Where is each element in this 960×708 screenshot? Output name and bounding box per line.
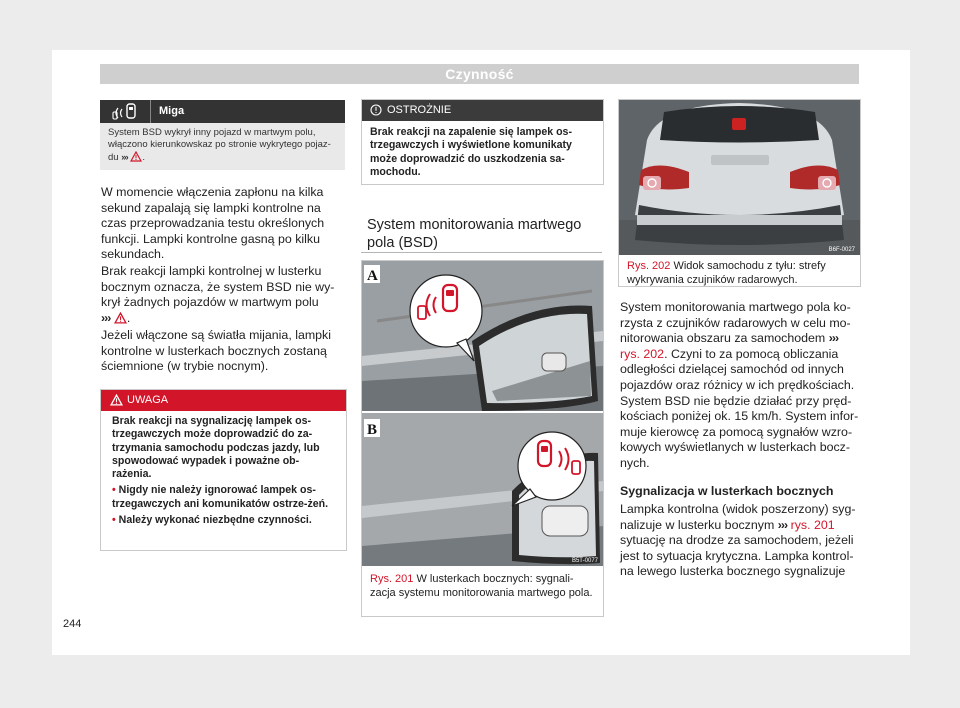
warning-bullet-2 bbox=[112, 514, 338, 527]
indicator-table-row: System BSD wykrył inny pojazd w martwym polu, włączono kierunkowskaz po stronie wykrytego pojaz-du ››› . bbox=[100, 123, 345, 170]
figure-ref: Rys. 202 bbox=[627, 260, 671, 272]
page-number: 244 bbox=[63, 618, 82, 630]
reference-arrows: ››› bbox=[828, 331, 839, 346]
caution-box bbox=[361, 99, 604, 185]
paragraph-test: W momencie włączenia zapłonu na kilka sekund zapalają się lampki kontrolne na czas przeprowadzania testu określonych funkcji. Lampki kontrolne gasną po kilku sekundach. bbox=[101, 185, 325, 262]
caution-text: Brak reakcji na zapalenie się lampek os-trzegawczych i wyświetlone komunikaty może doprowadzić do uszkodzenia sa-mochodu. bbox=[370, 126, 572, 178]
page-header: Czynność bbox=[100, 64, 859, 84]
warning-box bbox=[100, 389, 347, 551]
paragraph-signalling bbox=[620, 502, 860, 580]
figure-link[interactable]: rys. 202 bbox=[620, 346, 665, 361]
bullet-icon: • bbox=[112, 484, 116, 497]
figure-202 bbox=[618, 99, 861, 287]
figure-code: B5T-0077 bbox=[571, 558, 598, 564]
warning-body bbox=[101, 411, 346, 527]
paragraph-text: sytuację na drodze za samochodem, jeżeli jest to sytuacja krytyczna. Lampka kontrol-na lewego lusterka bocznego sygnalizuje bbox=[620, 533, 854, 579]
warning-box-header bbox=[101, 390, 346, 411]
warning-bullet-1 bbox=[112, 484, 338, 511]
caption-text: W lusterkach bocznych: sygnali-zacja systemu monitorowania martwego pola. bbox=[370, 573, 593, 599]
reference-arrows: ››› bbox=[777, 517, 788, 532]
paragraph-no-reaction: Brak reakcji lampki kontrolnej w lusterku bocznym oznacza, że system BSD nie wy-krył żadnych pojazdów w martwym polu ››› . bbox=[101, 264, 349, 328]
section-divider bbox=[361, 252, 602, 253]
panel-a-label: A bbox=[367, 268, 378, 284]
warning-title: UWAGA bbox=[127, 394, 169, 406]
paragraph-text: . Czyni to za pomocą obliczania odległości dzielącej samochód od innych pojazdów oraz różnicy w ich prędkościach. System BSD nie będzie działać przy pręd-kościach poniżej ok. 15 km/h. System infor-muje kierowcę za pomocą sygnałów wzro-kowych wyświetlanych w lusterkach bocz-nych. bbox=[620, 346, 859, 470]
reference-arrows: ››› bbox=[121, 152, 128, 163]
figure-code: B6F-0027 bbox=[828, 247, 855, 253]
caption-text: Widok samochodu z tyłu: strefy wykrywania czujników radarowych. bbox=[627, 260, 826, 286]
info-circle-icon bbox=[370, 104, 382, 116]
warning-triangle-icon bbox=[114, 312, 127, 329]
mirror-illustration bbox=[362, 261, 603, 566]
figure-201 bbox=[361, 260, 604, 617]
table-header-label: Miga bbox=[159, 105, 185, 117]
caution-title: OSTROŻNIE bbox=[387, 104, 452, 116]
reference-arrows: ››› bbox=[101, 310, 111, 325]
paragraph-text: Brak reakcji lampki kontrolnej w lusterku bocznym oznacza, że system BSD nie wy-krył żadnych pojazdów w martwym polu bbox=[101, 264, 335, 310]
bullet-text: Należy wykonać niezbędne czynności. bbox=[118, 514, 312, 527]
section-title: System monitorowania martwego pola (BSD) bbox=[367, 217, 582, 251]
figure-ref: Rys. 201 bbox=[370, 573, 414, 585]
bsd-warning-lamp-icon bbox=[100, 100, 151, 123]
paragraph-bsd-intro bbox=[620, 300, 860, 472]
paragraph-night-mode: Jeżeli włączone są światła mijania, lampki kontrolne w lusterkach bocznych zostaną ściemnione (w trybie nocnym). bbox=[101, 328, 332, 374]
figure-201-caption bbox=[370, 573, 596, 600]
subheading: Sygnalizacja w lusterkach bocznych bbox=[620, 484, 834, 498]
caution-box-header bbox=[362, 100, 603, 121]
figure-link[interactable]: rys. 201 bbox=[790, 517, 835, 532]
indicator-table-header bbox=[100, 100, 345, 123]
table-row-text: System BSD wykrył inny pojazd w martwym polu, włączono kierunkowskaz po stronie wykrytego pojaz-du bbox=[108, 127, 331, 163]
warning-triangle-icon bbox=[110, 394, 123, 406]
bullet-icon: • bbox=[112, 514, 116, 527]
paragraph-text: System monitorowania martwego pola ko-rzysta z czujników radarowych w celu mo-nitorowania obszaru za samochodem bbox=[620, 300, 851, 346]
car-rear-illustration bbox=[619, 100, 860, 255]
panel-b-label: B bbox=[367, 422, 378, 438]
warning-lead: Brak reakcji na sygnalizację lampek os-trzegawczych może doprowadzić do za-trzymania samochodu podczas jazdy, lub spowodować wypadek i poważne ob-rażenia. bbox=[112, 415, 320, 481]
warning-triangle-icon bbox=[130, 151, 142, 166]
paragraph-text: Lampka kontrolna (widok poszerzony) syg-nalizuje w lusterku bocznym bbox=[620, 502, 856, 532]
figure-202-caption bbox=[627, 260, 853, 287]
bullet-text: Nigdy nie należy ignorować lampek os-trzegawczych ani komunikatów ostrze-żeń. bbox=[112, 484, 329, 510]
